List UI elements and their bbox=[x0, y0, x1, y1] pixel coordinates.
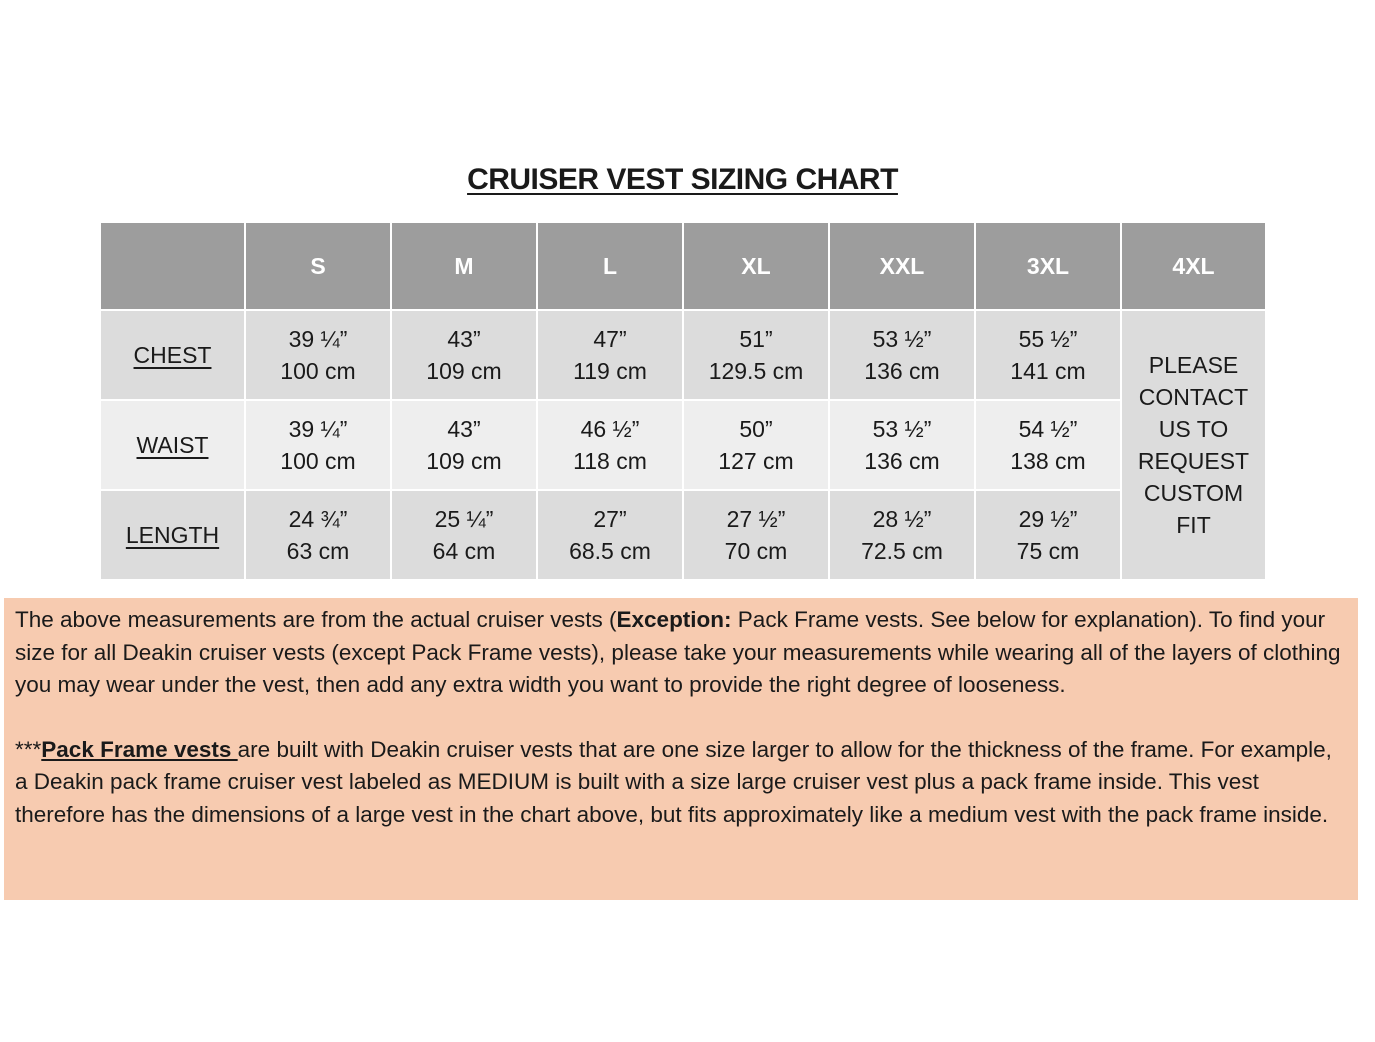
note-paragraph-measurements: The above measurements are from the actual cruiser vests (Exception: Pack Frame vests. See below for explanation). To find your size for all Deakin cruiser vests (except Pack Frame vests), please take your measurements while wearing all of the layers of clothing you may wear under the vest, then add any extra width you want to provide the right degree of looseness. bbox=[15, 607, 1341, 697]
table-cell: 39 ¼” 100 cm bbox=[245, 400, 391, 490]
table-cell: 27 ½” 70 cm bbox=[683, 490, 829, 580]
header-corner bbox=[100, 222, 245, 310]
table-cell: 43” 109 cm bbox=[391, 310, 537, 400]
header-size-l: L bbox=[537, 222, 683, 310]
table-cell: 55 ½” 141 cm bbox=[975, 310, 1121, 400]
custom-fit-cell: PLEASE CONTACT US TO REQUEST CUSTOM FIT bbox=[1121, 310, 1266, 580]
row-label-waist: WAIST bbox=[100, 400, 245, 490]
table-cell: 50” 127 cm bbox=[683, 400, 829, 490]
table-cell: 28 ½” 72.5 cm bbox=[829, 490, 975, 580]
table-cell: 47” 119 cm bbox=[537, 310, 683, 400]
row-label-chest: CHEST bbox=[100, 310, 245, 400]
table-cell: 25 ¼” 64 cm bbox=[391, 490, 537, 580]
table-row-length bbox=[100, 490, 1266, 580]
table-cell: 46 ½” 118 cm bbox=[537, 400, 683, 490]
exception-label: Exception: bbox=[616, 607, 732, 632]
table-cell: 39 ¼” 100 cm bbox=[245, 310, 391, 400]
table-header-row bbox=[100, 222, 1266, 310]
pack-frame-vests-label: Pack Frame vests bbox=[41, 736, 238, 762]
header-size-4xl: 4XL bbox=[1121, 222, 1266, 310]
header-size-m: M bbox=[391, 222, 537, 310]
header-size-3xl: 3XL bbox=[975, 222, 1121, 310]
table-cell: 54 ½” 138 cm bbox=[975, 400, 1121, 490]
table-cell: 43” 109 cm bbox=[391, 400, 537, 490]
header-size-xxl: XXL bbox=[829, 222, 975, 310]
row-label-length: LENGTH bbox=[100, 490, 245, 580]
sizing-note bbox=[4, 598, 1358, 900]
table-cell: 27” 68.5 cm bbox=[537, 490, 683, 580]
page-title-text: CRUISER VEST SIZING CHART bbox=[467, 163, 898, 196]
table-cell: 51” 129.5 cm bbox=[683, 310, 829, 400]
table-cell: 53 ½” 136 cm bbox=[829, 310, 975, 400]
table-cell: 29 ½” 75 cm bbox=[975, 490, 1121, 580]
table-row-chest bbox=[100, 310, 1266, 400]
table-cell: 53 ½” 136 cm bbox=[829, 400, 975, 490]
header-size-xl: XL bbox=[683, 222, 829, 310]
sizing-table bbox=[99, 221, 1267, 581]
table-row-waist bbox=[100, 400, 1266, 490]
note-paragraph-pack-frame: ***Pack Frame vests are built with Deakin cruiser vests that are one size larger to allow for the thickness of the frame. For example, a Deakin pack frame cruiser vest labeled as MEDIUM is built with a size large cruiser vest plus a pack frame inside. This vest therefore has the dimensions of a large vest in the chart above, but fits approximately like a medium vest with the pack frame inside. bbox=[15, 736, 1332, 827]
header-size-s: S bbox=[245, 222, 391, 310]
page-title bbox=[0, 163, 1365, 197]
table-cell: 24 ¾” 63 cm bbox=[245, 490, 391, 580]
